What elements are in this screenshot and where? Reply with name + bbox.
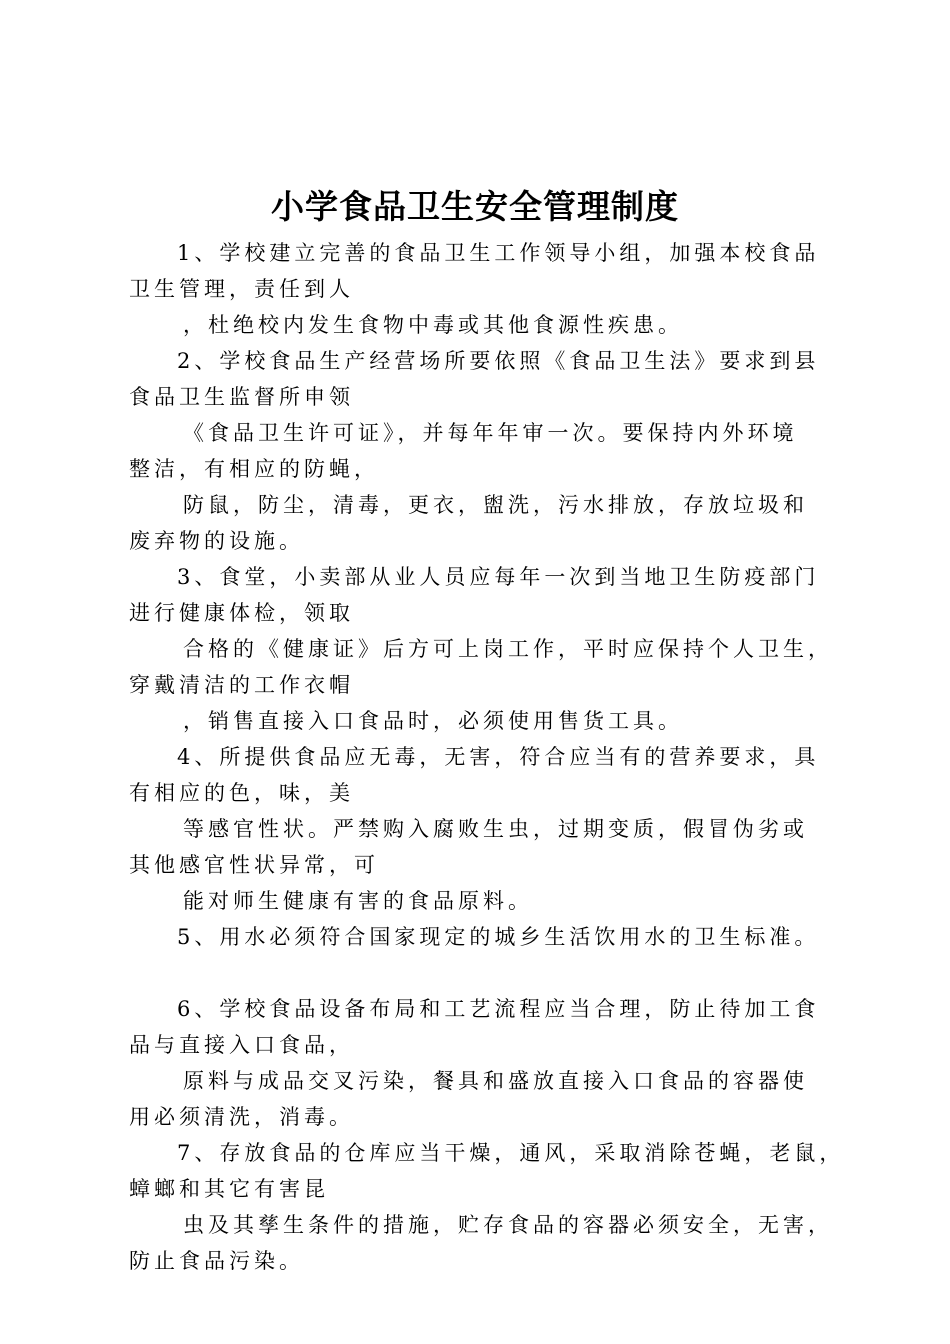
text-line: 6、学校食品设备布局和工艺流程应当合理，防止待加工食 (177, 997, 820, 1021)
text-line: 食品卫生监督所申领 (129, 385, 354, 409)
text-line: 4、所提供食品应无毒，无害，符合应当有的营养要求，具 (177, 745, 820, 769)
document-body (129, 235, 845, 1279)
text-line: 用必须清洗，消毒。 (129, 1105, 354, 1129)
text-line: 虫及其孳生条件的措施，贮存食品的容器必须安全，无害， (183, 1213, 833, 1237)
text-line: 蟑螂和其它有害昆 (129, 1177, 329, 1201)
text-line: 防鼠，防尘，清毒，更衣，盥洗，污水排放，存放垃圾和 (183, 493, 808, 517)
text-line: 等感官性状。严禁购入腐败生虫，过期变质，假冒伪劣或 (183, 817, 808, 841)
text-line: 进行健康体检，领取 (129, 601, 354, 625)
text-line: 合格的《健康证》后方可上岗工作，平时应保持个人卫生， (183, 637, 833, 661)
text-line: ，销售直接入口食品时，必须使用售货工具。 (183, 709, 683, 733)
text-line: 2、学校食品生产经营场所要依照《食品卫生法》要求到县 (177, 349, 820, 373)
text-line: 3、食堂，小卖部从业人员应每年一次到当地卫生防疫部门 (177, 565, 820, 589)
text-line: 有相应的色，味，美 (129, 781, 354, 805)
text-line: 《食品卫生许可证》，并每年年审一次。要保持内外环境 (183, 421, 798, 445)
text-line: 防止食品污染。 (129, 1249, 304, 1273)
text-line: 废弃物的设施。 (129, 529, 304, 553)
text-line: 穿戴清洁的工作衣帽 (129, 673, 354, 697)
text-line: 5、用水必须符合国家现定的城乡生活饮用水的卫生标准。 (177, 925, 820, 949)
text-line: 其他感官性状异常，可 (129, 853, 379, 877)
text-line: 7、存放食品的仓库应当干燥，通风，采取消除苍蝇，老鼠， (177, 1141, 845, 1165)
text-line: 1、学校建立完善的食品卫生工作领导小组，加强本校食品 (177, 241, 820, 265)
text-line: 卫生管理，责任到人 (129, 277, 354, 301)
text-line: 能对师生健康有害的食品原料。 (183, 889, 533, 913)
text-line: 品与直接入口食品， (129, 1033, 354, 1057)
document-title: 小学食品卫生安全管理制度 (271, 187, 679, 226)
text-line: 整洁，有相应的防蝇， (129, 457, 379, 481)
paragraph-gap (129, 955, 834, 991)
text-line: 原料与成品交叉污染，餐具和盛放直接入口食品的容器使 (183, 1069, 808, 1093)
text-line: ，杜绝校内发生食物中毒或其他食源性疾患。 (183, 313, 683, 337)
